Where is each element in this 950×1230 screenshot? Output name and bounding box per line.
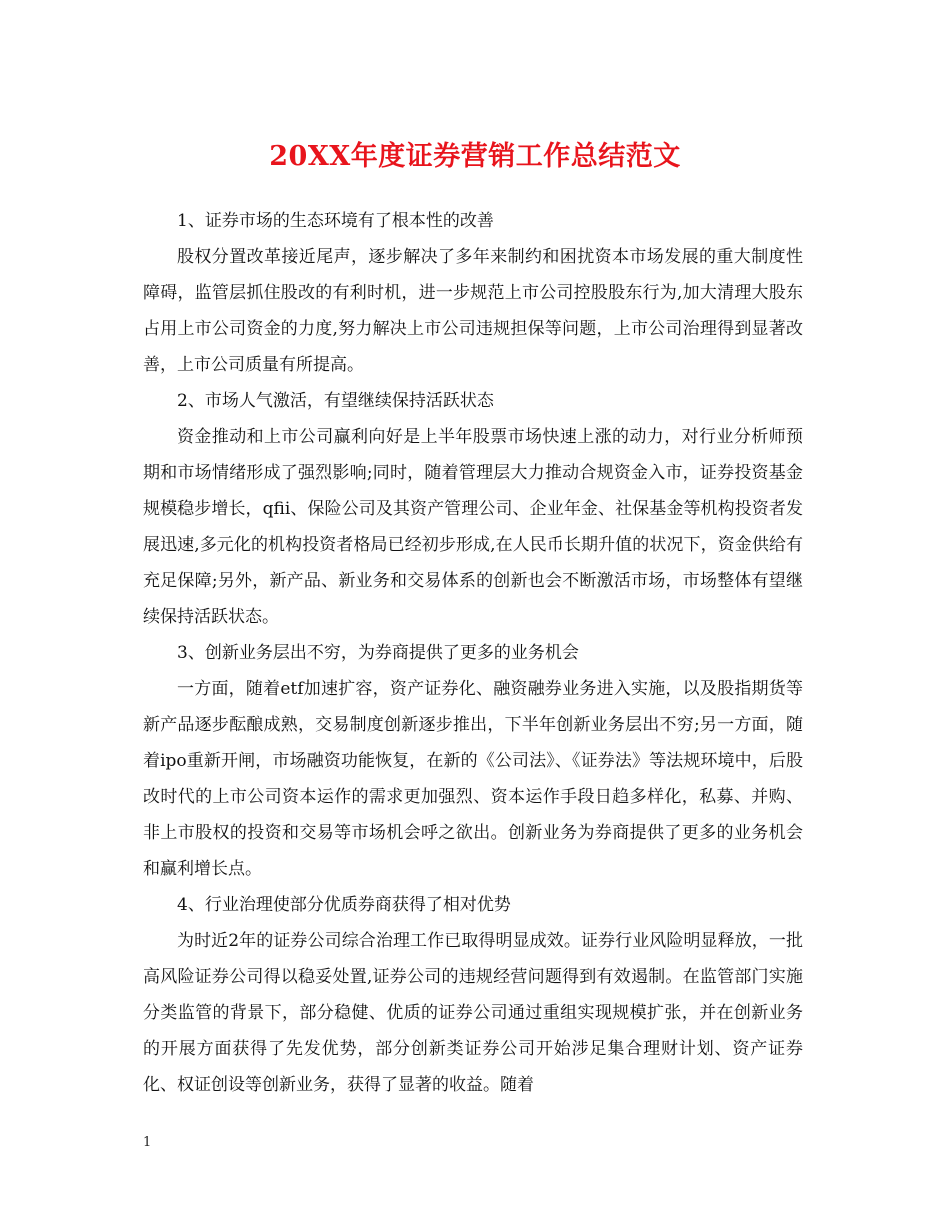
- document-title: 20XX年度证券营销工作总结范文: [269, 141, 681, 172]
- section-heading-1: 1、证券市场的生态环境有了根本性的改善: [177, 211, 494, 231]
- page-number: 1: [143, 1135, 152, 1150]
- paragraph-2: 资金推动和上市公司赢利向好是上半年股票市场快速上涨的动力，对行业分析师预期和市场情绪形成了强烈影响;同时，随着管理层大力推动合规资金入市，证券投资基金规模稳步增长，qfii、保险公司及其资产管理公司、企业年金、社保基金等机构投资者发展迅速,多元化的机构投资者格局已经初步形成,在人民币长期升值的状况下，资金供给有充足保障;另外，新产品、新业务和交易体系的创新也会不断激活市场，市场整体有望继续保持活跃状态。: [143, 427, 803, 627]
- paragraph-3: 一方面，随着etf加速扩容，资产证券化、融资融券业务进入实施，以及股指期货等新产品逐步酝酿成熟，交易制度创新逐步推出，下半年创新业务层出不穷;另一方面，随着ipo重新开闸，市场融资功能恢复，在新的《公司法》、《证券法》等法规环境中，后股改时代的上市公司资本运作的需求更加强烈、资本运作手段日趋多样化，私募、并购、非上市股权的投资和交易等市场机会呼之欲出。创新业务为券商提供了更多的业务机会和赢利增长点。: [143, 679, 803, 879]
- section-heading-4: 4、行业治理使部分优质券商获得了相对优势: [177, 895, 511, 915]
- section-heading-3: 3、创新业务层出不穷，为券商提供了更多的业务机会: [177, 643, 579, 663]
- paragraph-4: 为时近2年的证券公司综合治理工作已取得明显成效。证券行业风险明显释放，一批高风险证券公司得以稳妥处置,证券公司的违规经营问题得到有效遏制。在监管部门实施分类监管的背景下，部分稳健、优质的证券公司通过重组实现规模扩张，并在创新业务的开展方面获得了先发优势，部分创新类证券公司开始涉足集合理财计划、资产证券化、权证创设等创新业务，获得了显著的收益。随着: [143, 931, 803, 1095]
- paragraph-1: 股权分置改革接近尾声，逐步解决了多年来制约和困扰资本市场发展的重大制度性障碍，监管层抓住股改的有利时机，进一步规范上市公司控股股东行为,加大清理大股东占用上市公司资金的力度,努力解决上市公司违规担保等问题，上市公司治理得到显著改善，上市公司质量有所提高。: [143, 247, 803, 375]
- section-heading-2: 2、市场人气激活，有望继续保持活跃状态: [177, 391, 494, 411]
- document-body: [143, 203, 803, 1103]
